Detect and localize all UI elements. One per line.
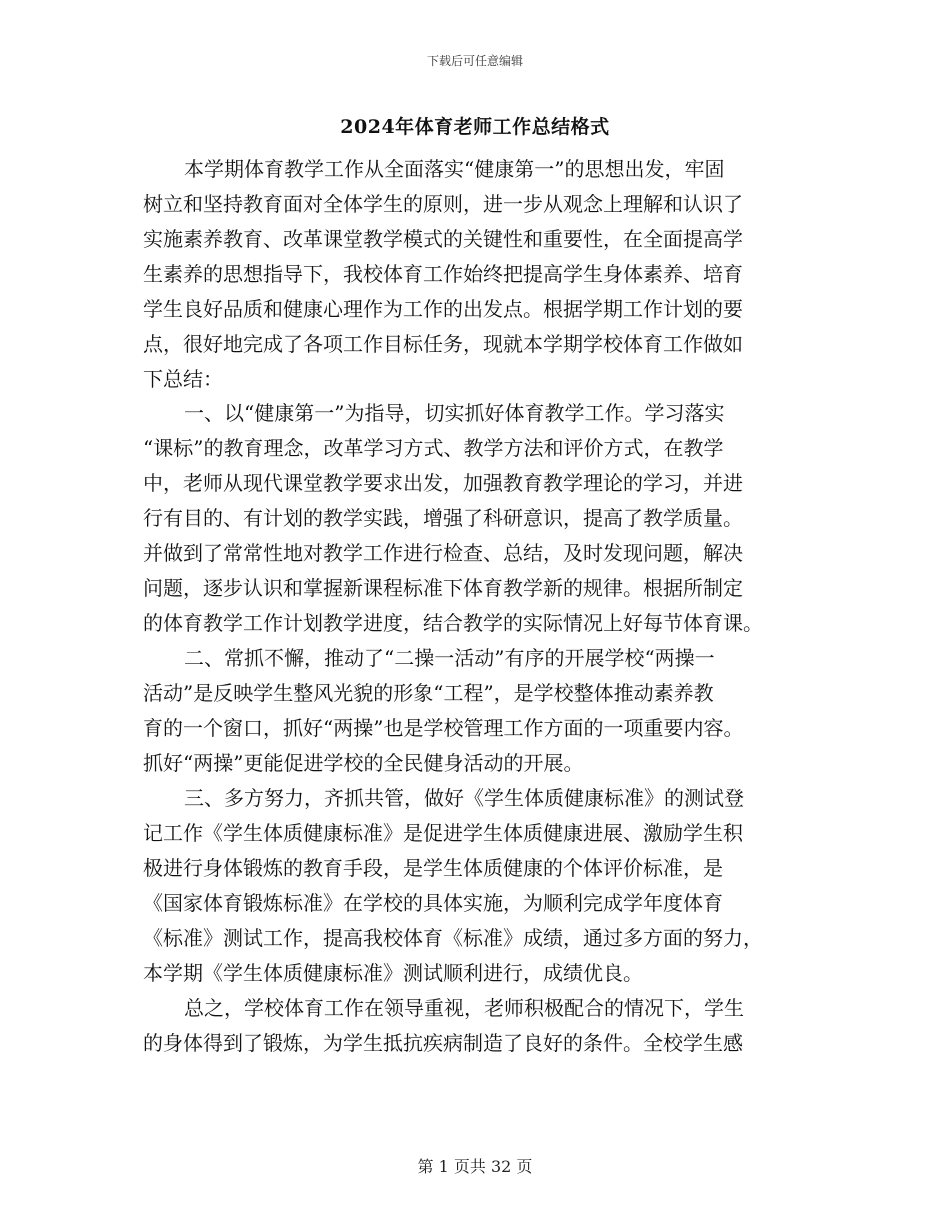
text-line: 三、多方努力，齐抓共管，做好《学生体质健康标准》的测试登 bbox=[184, 786, 744, 810]
text-line: 记工作《学生体质健康标准》是促进学生体质健康进展、激励学生积 bbox=[143, 821, 743, 845]
text-line: 学生良好品质和健康心理作为工作的出发点。根据学期工作计划的要 bbox=[143, 297, 743, 321]
text-line: 并做到了常常性地对教学工作进行检查、总结，及时发现问题，解决 bbox=[143, 541, 743, 565]
text-line: 抓好“两操”更能促进学校的全民健身活动的开展。 bbox=[143, 751, 584, 775]
text-line: 的身体得到了锻炼，为学生抵抗疾病制造了良好的条件。全校学生感 bbox=[143, 1031, 743, 1055]
text-line: 树立和坚持教育面对全体学生的原则，进一步从观念上理解和认识了 bbox=[143, 192, 743, 216]
text-line: 本学期《学生体质健康标准》测试顺利进行，成绩优良。 bbox=[143, 961, 643, 985]
text-line: 实施素养教育、改革课堂教学模式的关键性和重要性，在全面提高学 bbox=[143, 227, 743, 251]
text-line: “课标”的教育理念，改革学习方式、教学方法和评价方式，在教学 bbox=[143, 436, 724, 460]
page-header: 下载后可任意编辑 bbox=[426, 54, 523, 68]
text-line: 问题，逐步认识和掌握新课程标准下体育教学新的规律。根据所制定 bbox=[143, 576, 743, 600]
document-title: 2024年体育老师工作总结格式 bbox=[340, 116, 610, 138]
text-line: 的体育教学工作计划教学进度，结合教学的实际情况上好每节体育课。 bbox=[143, 611, 763, 635]
text-line: 二、常抓不懈，推动了“二操一活动”有序的开展学校“两操一 bbox=[184, 646, 715, 670]
text-line: 极进行身体锻炼的教育手段，是学生体质健康的个体评价标准，是 bbox=[143, 856, 723, 880]
page-footer: 第 1 页共 32 页 bbox=[417, 1157, 533, 1176]
text-line: 《标准》测试工作，提高我校体育《标准》成绩，通过多方面的努力， bbox=[143, 926, 763, 950]
text-line: 本学期体育教学工作从全面落实“健康第一”的思想出发，牢固 bbox=[184, 157, 725, 181]
text-line: 生素养的思想指导下，我校体育工作始终把提高学生身体素养、培育 bbox=[143, 262, 743, 286]
text-line: 点，很好地完成了各项工作目标任务，现就本学期学校体育工作做如 bbox=[143, 332, 743, 356]
text-line: 下总结： bbox=[143, 367, 223, 391]
text-line: 中，老师从现代课堂教学要求出发，加强教育教学理论的学习，并进 bbox=[143, 471, 743, 495]
text-line: 育的一个窗口，抓好“两操”也是学校管理工作方面的一项重要内容。 bbox=[143, 716, 744, 740]
text-line: 活动”是反映学生整风光貌的形象“工程”，是学校整体推动素养教 bbox=[143, 681, 714, 705]
text-line: 行有目的、有计划的教学实践，增强了科研意识，提高了教学质量。 bbox=[143, 506, 743, 530]
text-line: 《国家体育锻炼标准》在学校的具体实施，为顺利完成学年度体育 bbox=[143, 891, 723, 915]
text-line: 一、以“健康第一”为指导，切实抓好体育教学工作。学习落实 bbox=[184, 401, 725, 425]
text-line: 总之，学校体育工作在领导重视，老师积极配合的情况下，学生 bbox=[184, 996, 744, 1020]
